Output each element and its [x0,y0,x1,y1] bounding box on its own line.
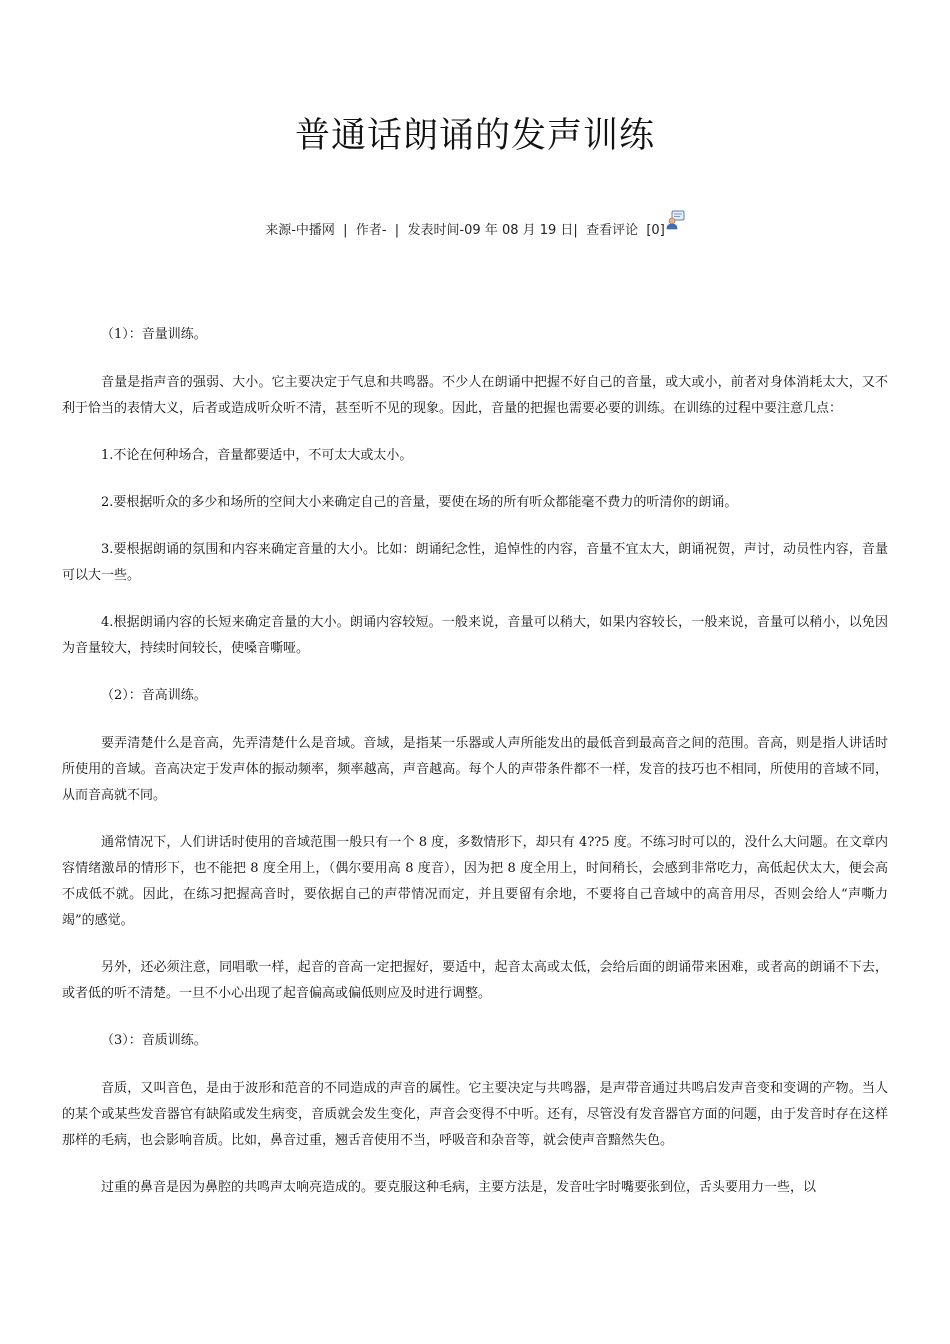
list-item: 1.不论在何种场合，音量都要适中，不可太大或太小。 [101,448,413,463]
paragraph: 过重的鼻音是因为鼻腔的共鸣声太响亮造成的。要克服这种毛病，主要方法是，发音吐字时嘴要张到位，舌头要用力一些，以 [101,1180,817,1195]
meta-published: 发表时间-09 年 08 月 19 日| [407,223,578,238]
article-title: 普通话朗诵的发声训练 [294,116,655,156]
meta-separator: | [394,223,400,238]
comments-link[interactable]: 查看评论 [586,223,639,238]
meta-source: 来源-中播网 [265,223,335,238]
section-heading: （1）：音量训练。 [101,327,207,342]
meta-separator: | [343,223,348,238]
list-item: 3.要根据朗诵的氛围和内容来确定音量的大小。比如：朗诵纪念性，追悼性的内容，音量不宜太大，朗诵祝贺，声讨，动员性内容，音量可以大一些。 [62,542,888,583]
paragraph: 音质，又叫音色，是由于波形和范音的不同造成的声音的属性。它主要决定与共鸣器，是声带音通过共鸣启发声音变和变调的产物。当人的某个或某些发音器官有缺陷或发生病变，音质就会发生变化，声音会变得不中听。还有，尽管没有发音器官方面的问题，由于发音时存在这样那样的毛病，也会影响音质。比如，鼻音过重，翘舌音使用不当，呼吸音和杂音等，就会使声音黯然失色。 [62,1081,888,1148]
paragraph: 另外，还必须注意，同唱歌一样，起音的音高一定把握好，要适中，起音太高或太低，会给后面的朗诵带来困难，或者高的朗诵不下去，或者低的听不清楚。一旦不小心出现了起音偏高或偏低则应及时进行调整。 [62,960,888,1001]
paragraph: 通常情况下，人们讲话时使用的音域范围一般只有一个 8 度，多数情形下，却只有 4??5 度。不练习时可以的，没什么大问题。在文章内容情绪激昂的情形下，也不能把 8 度全用上，（偶尔要用高 8 度音），因为把 8 度全用上，时间稍长，会感到非常吃力，高低起伏太大，便会高不成低不就。因此，在练习把握高音时，要依据自己的声带情况而定，并且要留有余地，不要将自己音域中的高音用尽，否则会给人“声嘶力竭”的感觉。 [62,835,888,928]
paragraph: 要弄清楚什么是音高，先弄清楚什么是音域。音域，是指某一乐器或人声所能发出的最低音到最高音之间的范围。音高，则是指人讲话时所使用的音域。音高决定于发声体的振动频率，频率越高，声音越高。每个人的声带条件都不一样，发音的技巧也不相同，所使用的音域不同，从而音高就不同。 [62,736,888,803]
section-heading: （3）：音质训练。 [101,1033,207,1048]
comment-user-icon[interactable] [665,210,685,230]
list-item: 4.根据朗诵内容的长短来确定音量的大小。朗诵内容较短。一般来说，音量可以稍大，如果内容较长，一般来说，音量可以稍小，以免因为音量较大，持续时间较长，使嗓音嘶哑。 [62,615,888,656]
article-body [62,322,888,1222]
article-meta [0,216,950,238]
list-item: 2.要根据听众的多少和场所的空间大小来确定自己的音量，要使在场的所有听众都能毫不费力的听清你的朗诵。 [101,495,738,510]
section-heading: （2）：音高训练。 [101,688,207,703]
comments-count[interactable]: [0] [646,223,665,238]
meta-author: 作者- [355,223,387,238]
paragraph: 音量是指声音的强弱、大小。它主要决定于气息和共鸣器。不少人在朗诵中把握不好自己的音量，或大或小，前者对身体消耗太大，又不利于恰当的表情大义，后者或造成听众听不清，甚至听不见的现象。因此，音量的把握也需要必要的训练。在训练的过程中要注意几点： [62,375,888,416]
